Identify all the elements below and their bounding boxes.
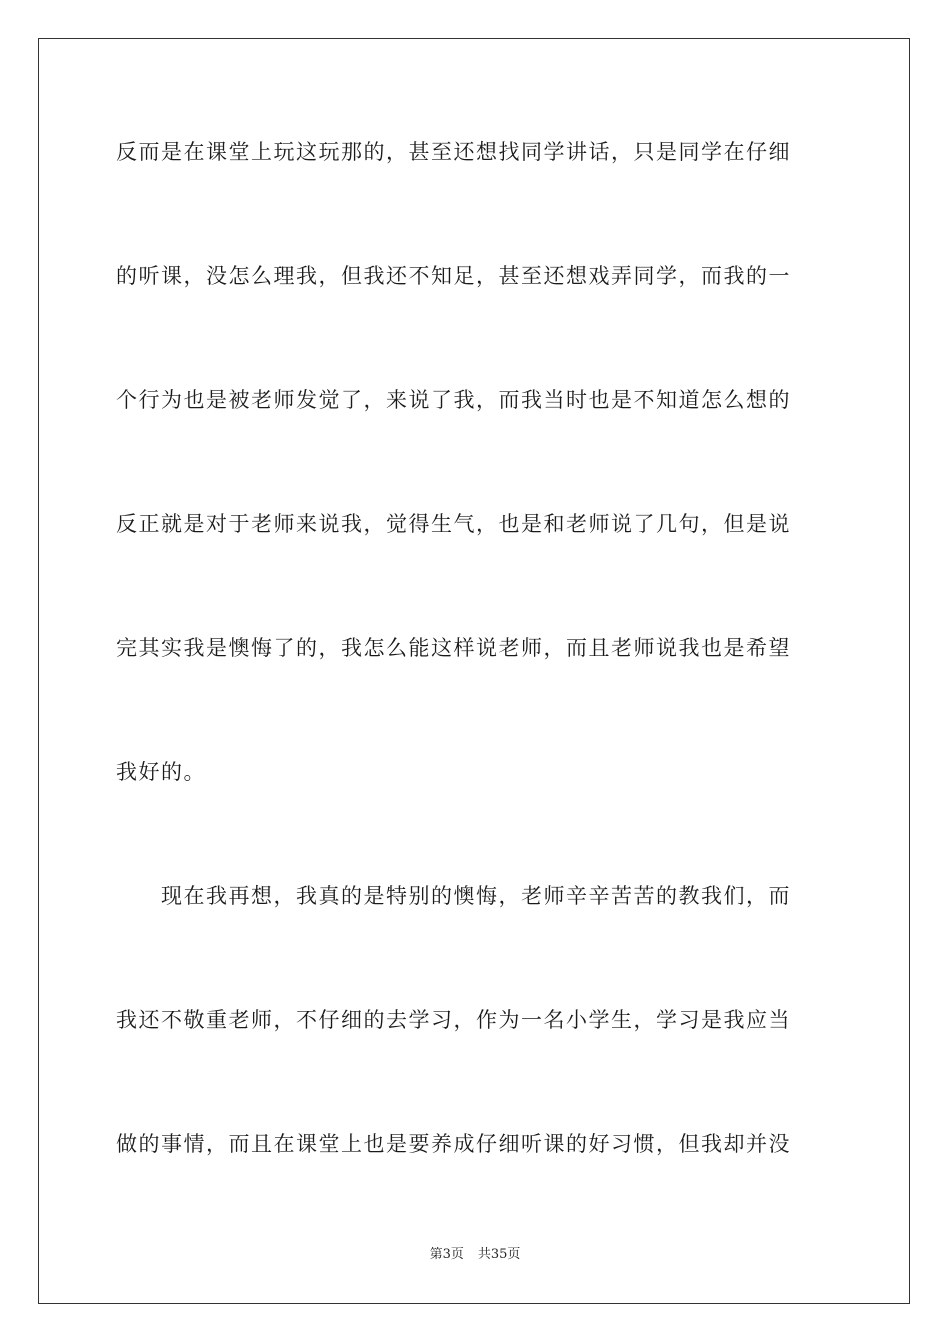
page-total: 共35页 — [477, 1247, 521, 1262]
body-text-line-1: 反而是在课堂上玩这玩那的，甚至还想找同学讲话，只是同学在仔细 — [116, 140, 791, 164]
page-border — [38, 38, 910, 1304]
body-text-line-8: 我还不敬重老师，不仔细的去学习，作为一名小学生，学习是我应当 — [116, 1008, 791, 1032]
body-text-line-4: 反正就是对于老师来说我，觉得生气，也是和老师说了几句，但是说 — [116, 512, 791, 536]
body-text-line-9: 做的事情，而且在课堂上也是要养成仔细听课的好习惯，但我却并没 — [116, 1132, 791, 1156]
body-text-line-3: 个行为也是被老师发觉了，来说了我，而我当时也是不知道怎么想的 — [116, 388, 791, 412]
body-text-line-7: 现在我再想，我真的是特别的懊悔，老师辛辛苦苦的教我们，而 — [116, 884, 791, 908]
body-text-line-6: 我好的。 — [116, 760, 206, 784]
page-footer — [0, 1246, 950, 1264]
body-text-line-2: 的听课，没怎么理我，但我还不知足，甚至还想戏弄同学，而我的一 — [116, 264, 791, 288]
body-text-line-5: 完其实我是懊悔了的，我怎么能这样说老师，而且老师说我也是希望 — [116, 636, 791, 660]
page-number: 第3页 — [429, 1247, 464, 1262]
